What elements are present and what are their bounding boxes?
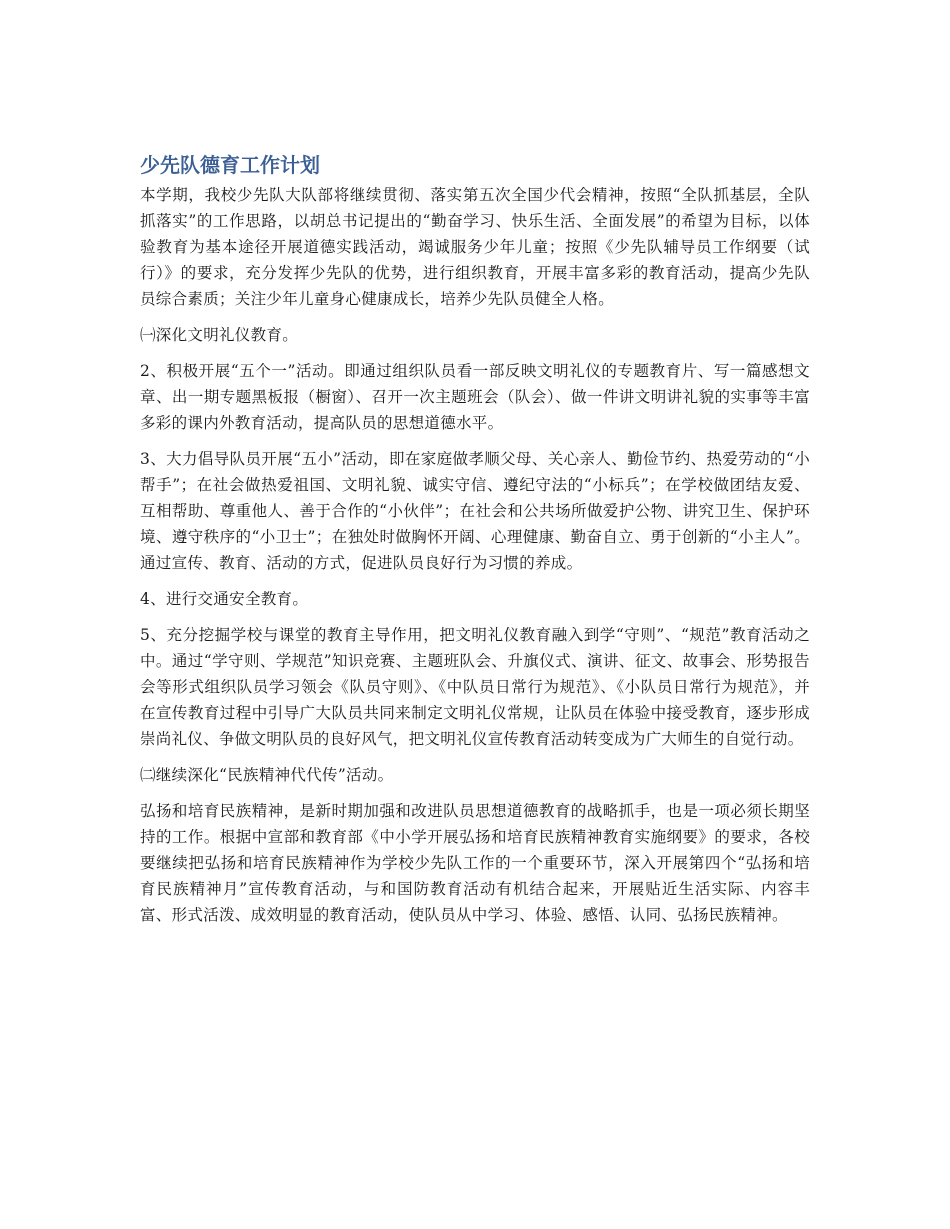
- paragraph-item-2: 2、积极开展“五个一”活动。即通过组织队员看一部反映文明礼仪的专题教育片、写一篇感想文章、出一期专题黑板报（橱窗）、召开一次主题班会（队会）、做一件讲文明讲礼貌的实事等丰富多彩的课内外教育活动，提高队员的思想道德水平。: [140, 362, 810, 432]
- paragraph-intro: 本学期，我校少先队大队部将继续贯彻、落实第五次全国少代会精神，按照“全队抓基层，全队抓落实”的工作思路，以胡总书记提出的“勤奋学习、快乐生活、全面发展”的希望为目标，以体验教育为基本途径开展道德实践活动，竭诚服务少年儿童；按照《少先队辅导员工作纲要（试行）》的要求，充分发挥少先队的优势，进行组织教育，开展丰富多彩的教育活动，提高少先队员综合素质；关注少年儿童身心健康成长，培养少先队员健全人格。: [140, 186, 810, 308]
- document-page: [140, 150, 810, 938]
- paragraph-item-3: 3、大力倡导队员开展“五小”活动，即在家庭做孝顺父母、关心亲人、勤俭节约、热爱劳动的“小帮手”；在社会做热爱祖国、文明礼貌、诚实守信、遵纪守法的“小标兵”；在学校做团结友爱、互相帮助、尊重他人、善于合作的“小伙伴”；在社会和公共场所做爱护公物、讲究卫生、保护环境、遵守秩序的“小卫士”；在独处时做胸怀开阔、心理健康、勤奋自立、勇于创新的“小主人”。通过宣传、教育、活动的方式，促进队员良好行为习惯的养成。: [140, 450, 810, 572]
- document-title: 少先队德育工作计划: [140, 153, 320, 177]
- paragraph-item-5: 5、充分挖掘学校与课堂的教育主导作用，把文明礼仪教育融入到学“守则”、“规范”教育活动之中。通过“学守则、学规范”知识竞赛、主题班队会、升旗仪式、演讲、征文、故事会、形势报告会等形式组织队员学习领会《队员守则》、《中队员日常行为规范》、《小队员日常行为规范》，并在宣传教育过程中引导广大队员共同来制定文明礼仪常规，让队员在体验中接受教育，逐步形成崇尚礼仪、争做文明队员的良好风气，把文明礼仪宣传教育活动转变成为广大师生的自觉行动。: [140, 626, 810, 748]
- section-heading-etiquette: ㈠深化文明礼仪教育。: [140, 326, 299, 344]
- paragraph-national-spirit: 弘扬和培育民族精神，是新时期加强和改进队员思想道德教育的战略抓手，也是一项必须长期坚持的工作。根据中宣部和教育部《中小学开展弘扬和培育民族精神教育实施纲要》的要求，各校要继续把弘扬和培育民族精神作为学校少先队工作的一个重要环节，深入开展第四个“弘扬和培育民族精神月”宣传教育活动，与和国防教育活动有机结合起来，开展贴近生活实际、内容丰富、形式活泼、成效明显的教育活动，使队员从中学习、体验、感悟、认同、弘扬民族精神。: [140, 802, 810, 924]
- paragraph-item-4: 4、进行交通安全教育。: [140, 590, 309, 608]
- section-heading-national-spirit: ㈡继续深化“民族精神代代传”活动。: [140, 766, 394, 784]
